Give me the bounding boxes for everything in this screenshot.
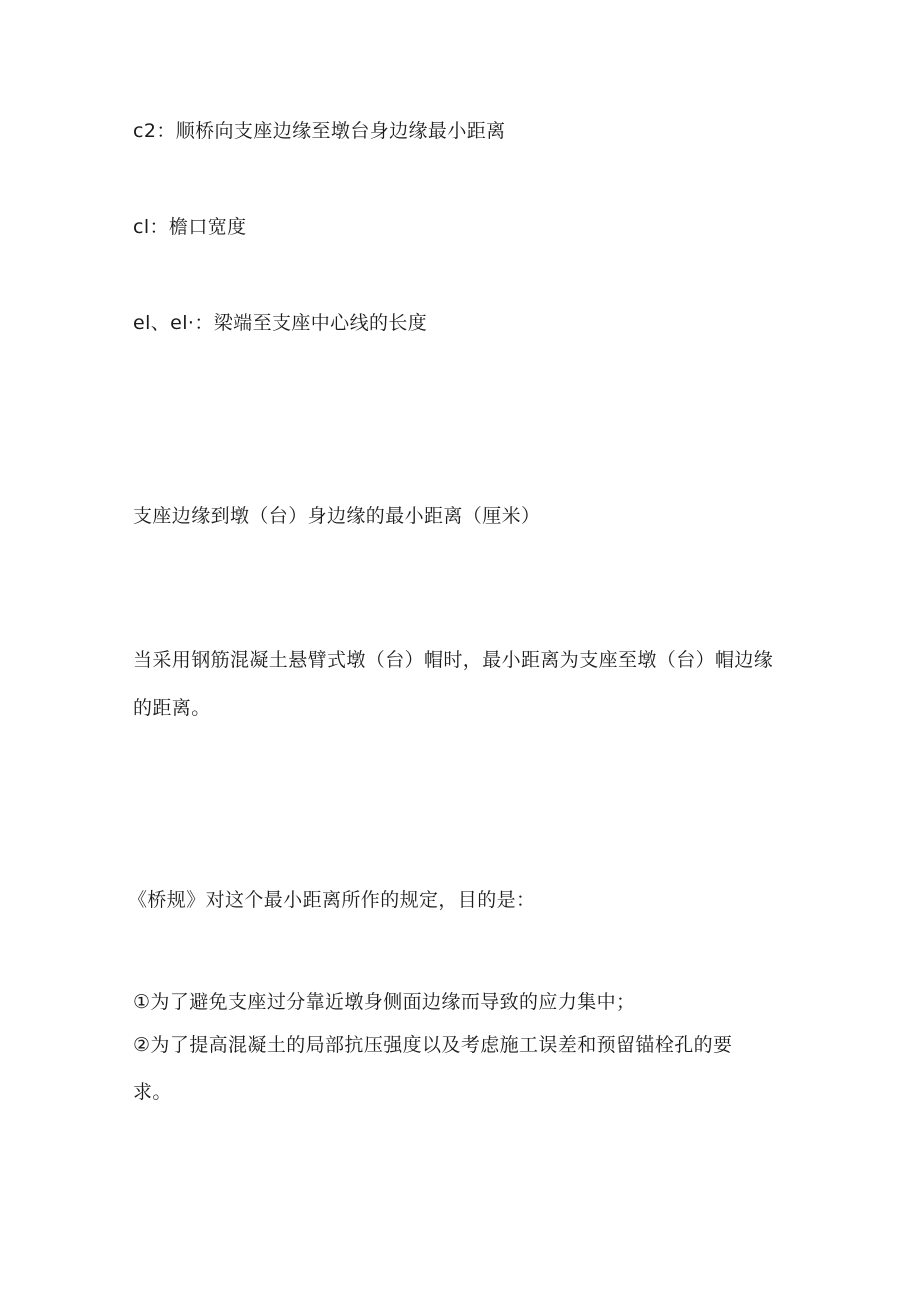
definition-el: el、el·：梁端至支座中心线的长度	[133, 312, 428, 334]
table-caption: 支座边缘到墩（台）身边缘的最小距离（厘米）	[133, 505, 541, 527]
note-paragraph-line-2: 的距离。	[133, 697, 211, 719]
purpose-item-2-line-1: ②为了提高混凝土的局部抗压强度以及考虑施工误差和预留锚栓孔的要	[133, 1034, 733, 1056]
purpose-heading: 《桥规》对这个最小距离所作的规定，目的是：	[128, 889, 536, 911]
purpose-item-2-line-2: 求。	[133, 1081, 172, 1103]
definition-c2: c2：顺桥向支座边缘至墩台身边缘最小距离	[133, 120, 506, 142]
purpose-item-1: ①为了避免支座过分靠近墩身侧面边缘而导致的应力集中；	[133, 991, 636, 1013]
definition-cl: cl：檐口宽度	[133, 216, 247, 238]
note-paragraph-line-1: 当采用钢筋混凝土悬臂式墩（台）帽时，最小距离为支座至墩（台）帽边缘	[133, 649, 774, 671]
